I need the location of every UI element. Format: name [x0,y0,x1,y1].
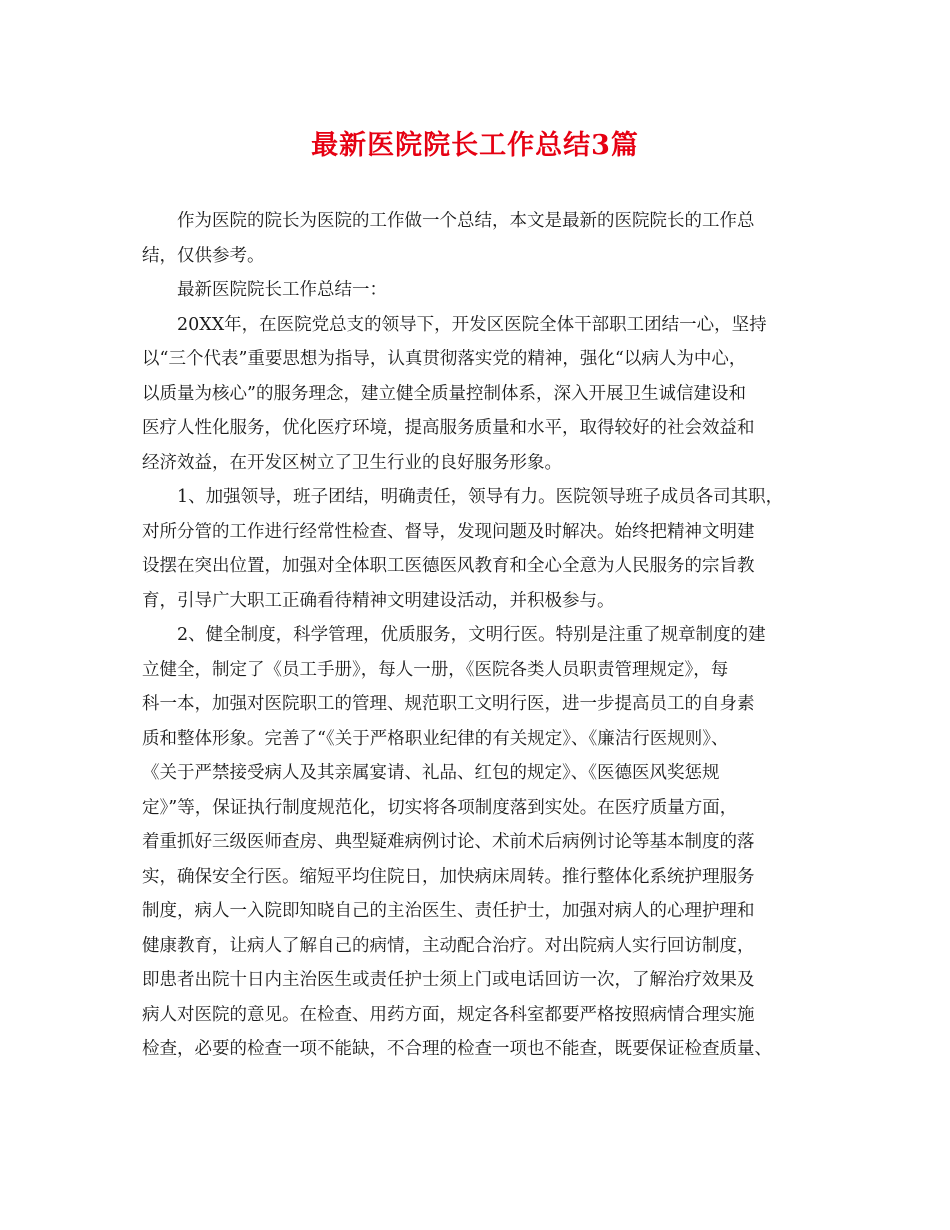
paragraph-line: 结，仅供参考。 [142,245,265,266]
paragraph-line: 实，确保安全行医。缩短平均住院日，加快病床周转。推行整体化系统护理服务 [142,866,755,887]
paragraph-line: 作为医院的院长为医院的工作做一个总结，本文是最新的医院院长的工作总 [177,211,755,231]
paragraph-line: 以质量为核心”的服务理念，建立健全质量控制体系，深入开展卫生诚信建设和 [142,383,746,404]
document-body [142,204,814,1067]
section-heading: 最新医院院长工作总结一： [177,280,387,300]
paragraph-line: 立健全，制定了《员工手册》，每人一册，《医院各类人员职责管理规定》，每 [142,659,729,680]
paragraph-line: 经济效益，在开发区树立了卫生行业的良好服务形象。 [142,452,562,473]
paragraph-line: 科一本，加强对医院职工的管理、规范职工文明行医，进一步提高员工的自身素 [142,694,755,714]
paragraph-line: 检查，必要的检查一项不能缺，不合理的检查一项也不能查，既要保证检查质量、 [142,1039,772,1059]
paragraph-line: 制度，病人一入院即知晓自己的主治医生、责任护士，加强对病人的心理护理和 [142,901,755,921]
paragraph-line: 病人对医院的意见。在检查、用药方面，规定各科室都要严格按照病情合理实施 [142,1004,755,1025]
paragraph-line: 2、健全制度，科学管理，优质服务，文明行医。特别是注重了规章制度的建 [177,625,766,645]
paragraph-line: 健康教育，让病人了解自己的病情，主动配合治疗。对出院病人实行回访制度， [142,935,755,956]
paragraph-line: 着重抓好三级医师查房、典型疑难病例讨论、术前术后病例讨论等基本制度的落 [142,832,755,852]
paragraph-line: 即患者出院十日内主治医生或责任护士须上门或电话回访一次，了解治疗效果及 [142,970,755,990]
paragraph-line: 以“三个代表”重要思想为指导，认真贯彻落实党的精神，强化“以病人为中心， [142,349,747,369]
paragraph-line: 医疗人性化服务，优化医疗环境，提高服务质量和水平，取得较好的社会效益和 [142,418,755,438]
paragraph-line: 质和整体形象。完善了“《关于严格职业纪律的有关规定》、《廉洁行医规则》、 [142,728,729,749]
paragraph-line: 设摆在突出位置，加强对全体职工医德医风教育和全心全意为人民服务的宗旨教 [142,556,755,576]
paragraph-line: 《关于严禁接受病人及其亲属宴请、礼品、红包的规定》、《医德医风奖惩规 [142,763,720,783]
paragraph-line: 对所分管的工作进行经常性检查、督导，发现问题及时解决。始终把精神文明建 [142,521,755,542]
paragraph-line: 定》”等，保证执行制度规范化，切实将各项制度落到实处。在医疗质量方面， [142,797,738,818]
document-title: 最新医院院长工作总结3篇 [311,130,639,161]
paragraph-line: 1、加强领导，班子团结，明确责任，领导有力。医院领导班子成员各司其职， [177,487,784,507]
paragraph-line: 20XX年，在医院党总支的领导下，开发区医院全体干部职工团结一心，坚持 [177,314,767,335]
paragraph-line: 育，引导广大职工正确看待精神文明建设活动，并积极参与。 [142,590,615,611]
